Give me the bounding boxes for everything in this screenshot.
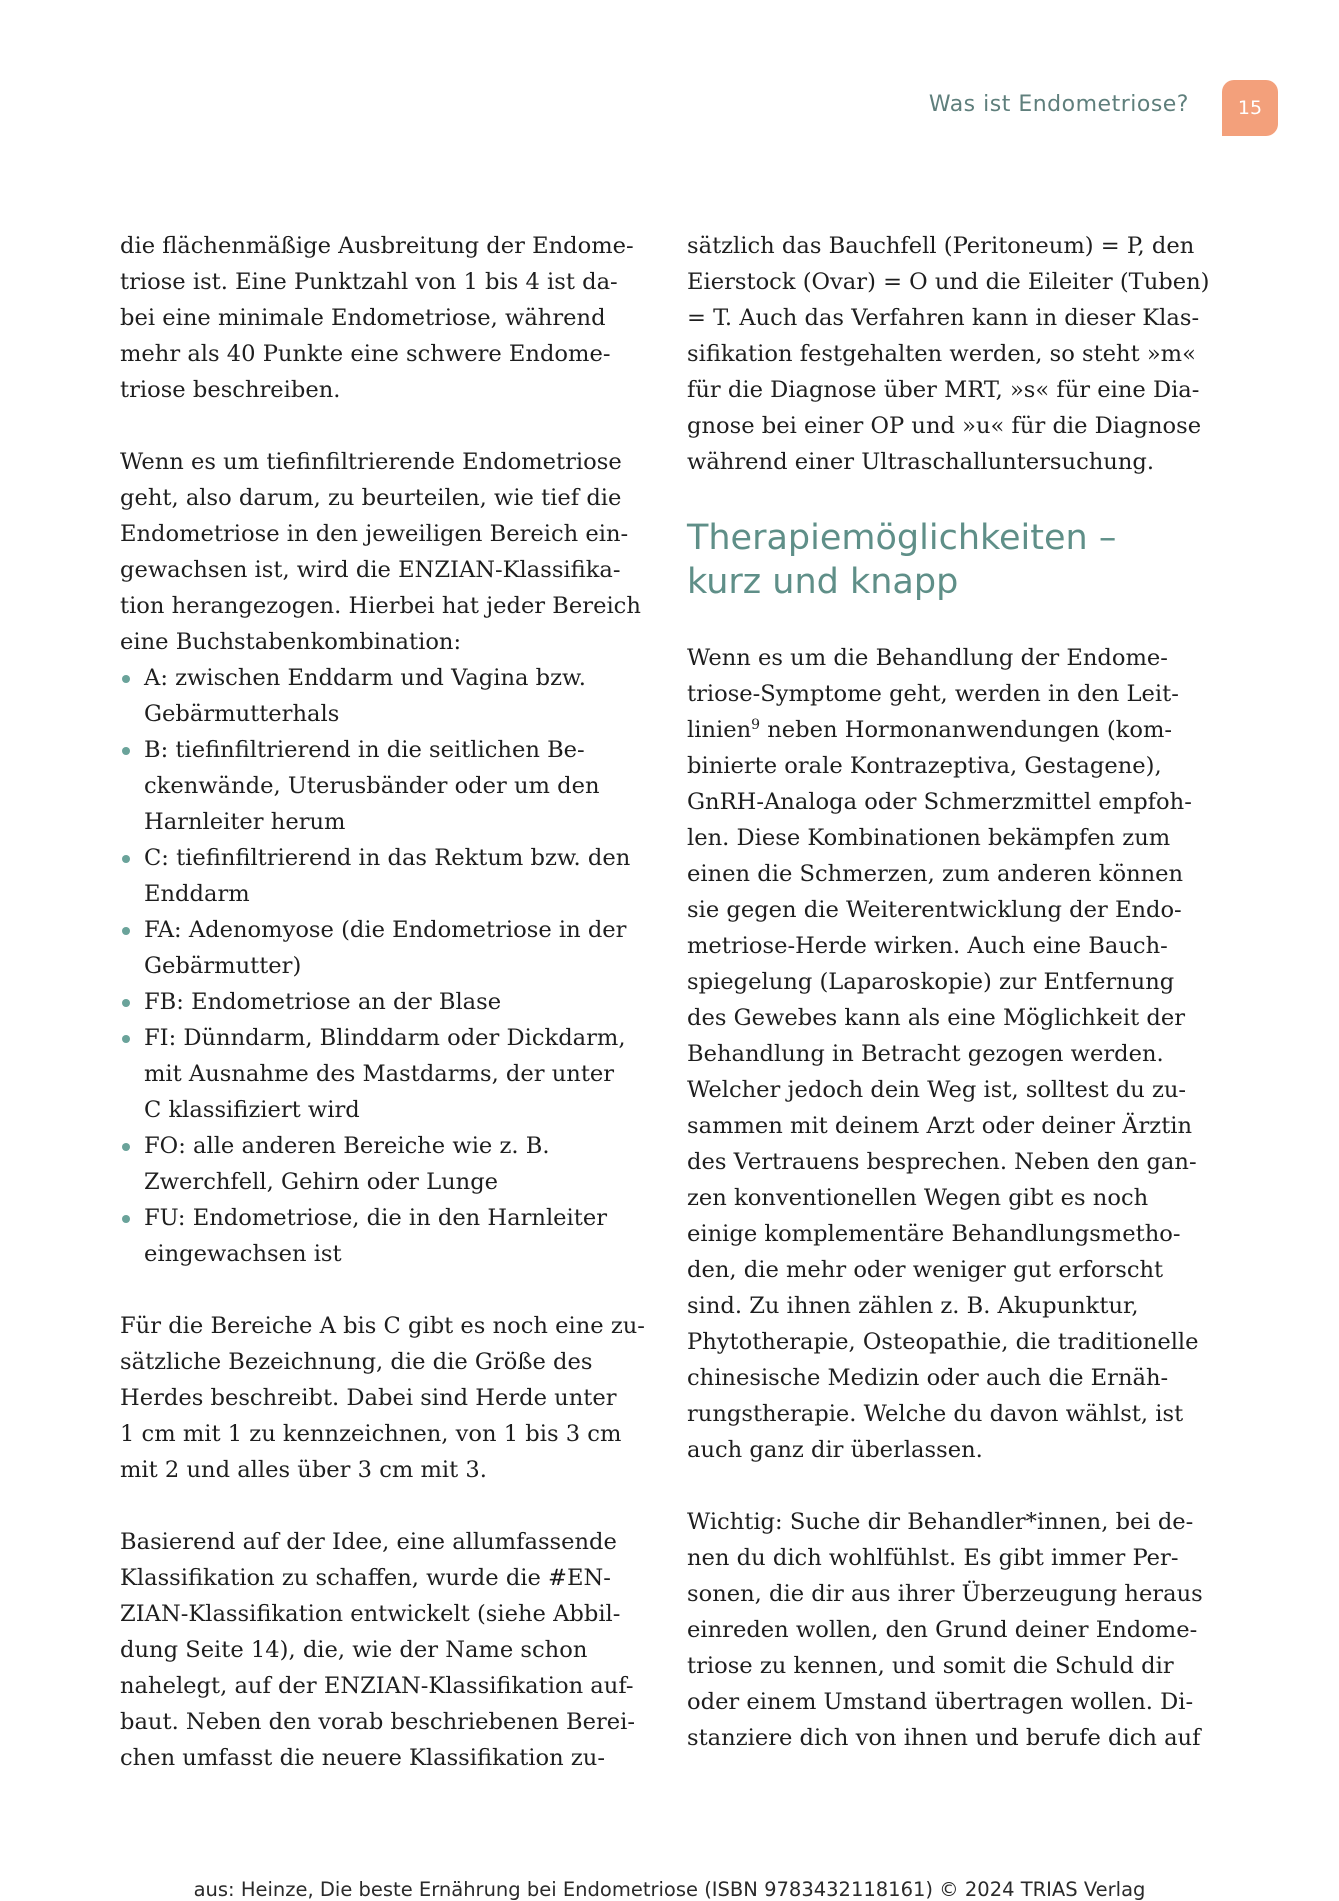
heading-line: Therapiemöglichkeiten –: [687, 518, 1117, 558]
text-line: triose-Symptome geht, werden in den Leit-: [687, 681, 1179, 707]
text-line: A: zwischen Enddarm und Vagina bzw.: [144, 665, 586, 691]
text-line: oder einem Umstand übertragen wollen. Di-: [687, 1689, 1194, 1715]
text-line: Harnleiter herum: [144, 809, 346, 835]
text-line: auch ganz dir überlassen.: [687, 1437, 983, 1463]
text-line: mehr als 40 Punkte eine schwere Endome-: [120, 341, 611, 367]
text-line: Klassifikation zu schaffen, wurde die #EN-: [120, 1565, 611, 1591]
list-item: [120, 912, 640, 984]
text-line: stanziere dich von ihnen und berufe dich auf: [687, 1725, 1201, 1751]
text-line: FB: Endometriose an der Blase: [144, 989, 502, 1015]
text-line: die flächenmäßige Ausbreitung der Endome-: [120, 233, 634, 259]
list-item: [120, 660, 640, 732]
text-line: Gebärmutterhals: [144, 701, 340, 727]
text-line: B: tiefinfiltrierend in die seitlichen Be-: [144, 737, 585, 763]
text-line: FI: Dünndarm, Blinddarm oder Dickdarm,: [144, 1025, 626, 1051]
text-line: metriose-Herde wirken. Auch eine Bauch-: [687, 933, 1168, 959]
right-paragraph-2: [687, 640, 1207, 1468]
text-line: chen umfasst die neuere Klassifikation zu-: [120, 1745, 605, 1771]
text-line: den, die mehr oder weniger gut erforscht: [687, 1257, 1164, 1283]
left-paragraph-1: [120, 228, 640, 408]
text-line: Behandlung in Betracht gezogen werden.: [687, 1041, 1164, 1067]
text-line: C: tiefinfiltrierend in das Rektum bzw. den: [144, 845, 631, 871]
text-line: = T. Auch das Verfahren kann in dieser Klas-: [687, 305, 1200, 331]
text-line: Wenn es um die Behandlung der Endome-: [687, 645, 1168, 671]
text-line: Gebärmutter): [144, 953, 302, 979]
text-line: len. Diese Kombinationen bekämpfen zum: [687, 825, 1171, 851]
left-paragraph-2: [120, 444, 640, 660]
list-item: [120, 984, 640, 1020]
text-line: Endometriose in den jeweiligen Bereich ein-: [120, 521, 629, 547]
text-line: C klassifiziert wird: [144, 1097, 360, 1123]
text-line: nahelegt, auf der ENZIAN-Klassifikation auf-: [120, 1673, 634, 1699]
text-line: Wichtig: Suche dir Behandler*innen, bei de-: [687, 1509, 1194, 1535]
right-column: [687, 228, 1210, 1756]
text-line: des Vertrauens besprechen. Neben den gan-: [687, 1149, 1197, 1175]
text-line: FA: Adenomyose (die Endometriose in der: [144, 917, 627, 943]
text-line: GnRH-Analoga oder Schmerzmittel empfoh-: [687, 789, 1192, 815]
text-fragment: linien: [687, 717, 752, 743]
text-line: einreden wollen, den Grund deiner Endome-: [687, 1617, 1198, 1643]
text-line: einen die Schmerzen, zum anderen können: [687, 861, 1184, 887]
text-line: Eierstock (Ovar) = O und die Eileiter (Tuben): [687, 269, 1210, 295]
page-number-badge: 15: [1222, 80, 1278, 136]
text-line: Enddarm: [144, 881, 250, 907]
text-line: chinesische Medizin oder auch die Ernäh-: [687, 1365, 1169, 1391]
text-line: 1 cm mit 1 zu kennzeichnen, von 1 bis 3 cm: [120, 1421, 622, 1447]
text-line: ZIAN-Klassifikation entwickelt (siehe Abbil-: [120, 1601, 621, 1627]
text-line: sätzlich das Bauchfell (Peritoneum) = P, den: [687, 233, 1195, 259]
running-head: Was ist Endometriose?: [928, 92, 1189, 117]
text-line: Herdes beschreibt. Dabei sind Herde unter: [120, 1385, 617, 1411]
text-line: triose beschreiben.: [120, 377, 341, 403]
right-paragraph-1: [687, 228, 1210, 480]
text-line: bei eine minimale Endometriose, während: [120, 305, 606, 331]
enzian-category-list: [120, 660, 640, 1272]
text-line: Zwerchfell, Gehirn oder Lunge: [144, 1169, 499, 1195]
text-line: nen du dich wohlfühlst. Es gibt immer Per-: [687, 1545, 1179, 1571]
source-footer: aus: Heinze, Die beste Ernährung bei Endometriose (ISBN 9783432118161) © 2024 TRIAS Verlag: [193, 1878, 1146, 1901]
list-item: [120, 840, 640, 912]
text-line: FO: alle anderen Bereiche wie z. B.: [144, 1133, 550, 1159]
text-line: einige komplementäre Behandlungsmetho-: [687, 1221, 1181, 1247]
text-line: rungstherapie. Welche du davon wählst, ist: [687, 1401, 1184, 1427]
text-line: zen konventionellen Wegen gibt es noch: [687, 1185, 1149, 1211]
text-line: des Gewebes kann als eine Möglichkeit der: [687, 1005, 1186, 1031]
text-line: gewachsen ist, wird die ENZIAN-Klassifika-: [120, 557, 621, 583]
text-line: sifikation festgehalten werden, so steht »m«: [687, 341, 1196, 367]
list-item: [120, 732, 640, 840]
left-paragraph-4: [120, 1524, 640, 1776]
text-line: Phytotherapie, Osteopathie, die traditionelle: [687, 1329, 1199, 1355]
left-column: [120, 228, 645, 1776]
text-line: für die Diagnose über MRT, »s« für eine Dia-: [687, 377, 1200, 403]
text-fragment: neben Hormonanwendungen (kom-: [760, 717, 1173, 743]
text-line: eine Buchstabenkombination:: [120, 629, 462, 655]
right-paragraph-3: [687, 1504, 1207, 1756]
list-item: [120, 1128, 640, 1200]
text-line: während einer Ultraschalluntersuchung.: [687, 449, 1155, 475]
text-line: Welcher jedoch dein Weg ist, solltest du zu-: [687, 1077, 1187, 1103]
text-line: FU: Endometriose, die in den Harnleiter: [144, 1205, 608, 1231]
text-line: geht, also darum, zu beurteilen, wie tief die: [120, 485, 622, 511]
text-line: sammen mit deinem Arzt oder deiner Ärztin: [687, 1113, 1193, 1139]
text-line: mit Ausnahme des Mastdarms, der unter: [144, 1061, 615, 1087]
text-line: sonen, die dir aus ihrer Überzeugung heraus: [687, 1581, 1203, 1607]
list-item: [120, 1200, 640, 1272]
text-line: triose ist. Eine Punktzahl von 1 bis 4 ist da-: [120, 269, 618, 295]
text-line: baut. Neben den vorab beschriebenen Berei-: [120, 1709, 636, 1735]
section-heading: [687, 516, 1207, 604]
text-line: ckenwände, Uterusbänder oder um den: [144, 773, 600, 799]
text-line: dung Seite 14), die, wie der Name schon: [120, 1637, 588, 1663]
text-line: triose zu kennen, und somit die Schuld dir: [687, 1653, 1174, 1679]
text-line: sind. Zu ihnen zählen z. B. Akupunktur,: [687, 1293, 1139, 1319]
text-line: [687, 712, 1207, 748]
left-paragraph-3: [120, 1308, 645, 1488]
list-item: [120, 1020, 640, 1128]
text-line: Wenn es um tiefinfiltrierende Endometriose: [120, 449, 622, 475]
text-line: binierte orale Kontrazeptiva, Gestagene),: [687, 753, 1162, 779]
footnote-marker: 9: [751, 717, 761, 733]
text-line: Basierend auf der Idee, eine allumfassende: [120, 1529, 617, 1555]
text-line: tion herangezogen. Hierbei hat jeder Bereich: [120, 593, 641, 619]
text-line: mit 2 und alles über 3 cm mit 3.: [120, 1457, 487, 1483]
text-line: eingewachsen ist: [144, 1241, 342, 1267]
text-line: spiegelung (Laparoskopie) zur Entfernung: [687, 969, 1175, 995]
text-line: sie gegen die Weiterentwicklung der Endo-: [687, 897, 1182, 923]
text-line: sätzliche Bezeichnung, die die Größe des: [120, 1349, 593, 1375]
text-line: gnose bei einer OP und »u« für die Diagnose: [687, 413, 1202, 439]
heading-line: kurz und knapp: [687, 562, 959, 602]
text-line: Für die Bereiche A bis C gibt es noch eine zu-: [120, 1313, 645, 1339]
